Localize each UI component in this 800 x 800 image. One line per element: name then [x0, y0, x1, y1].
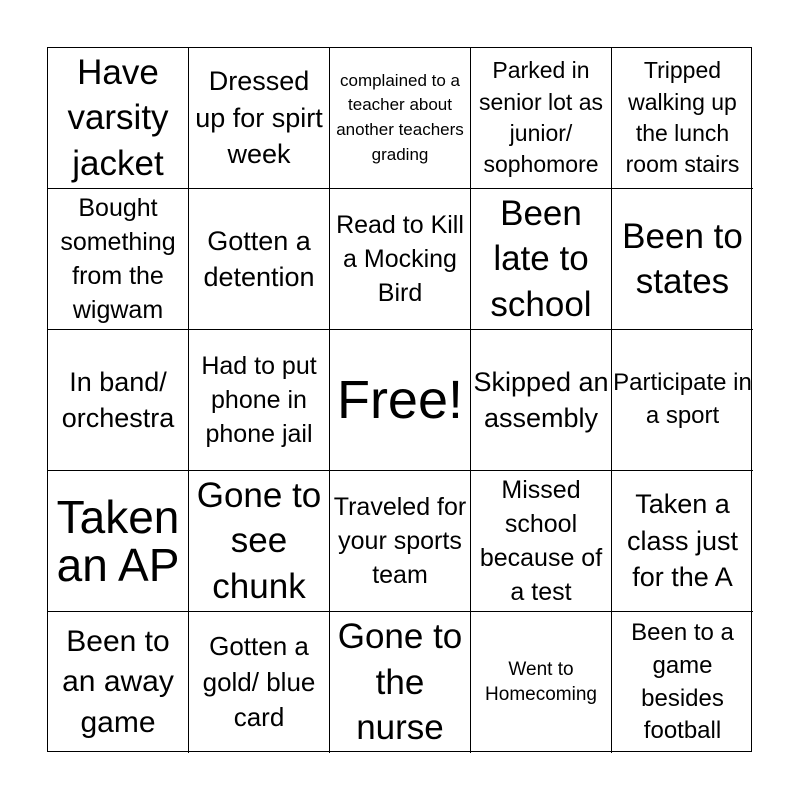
- square-text: Read to Kill a Mocking Bird: [336, 211, 464, 307]
- square-text: Gone to see chunk: [196, 475, 322, 606]
- free-square[interactable]: [330, 330, 471, 471]
- bingo-square[interactable]: [330, 471, 471, 612]
- square-text: Been to states: [622, 216, 743, 301]
- bingo-square[interactable]: [48, 48, 189, 189]
- square-text: Been late to school: [490, 193, 592, 324]
- square-text: Gotten a gold/ blue card: [202, 631, 316, 733]
- bingo-square[interactable]: [612, 612, 753, 753]
- bingo-square[interactable]: [612, 189, 753, 330]
- square-text: Been to a game besides football: [631, 619, 734, 745]
- bingo-square[interactable]: [471, 612, 612, 753]
- square-text: Dressed up for spirt week: [195, 66, 323, 170]
- bingo-square[interactable]: [612, 471, 753, 612]
- bingo-square[interactable]: [48, 471, 189, 612]
- square-text: Had to put phone in phone jail: [201, 352, 317, 448]
- square-text: Tripped walking up the lunch room stairs: [625, 57, 740, 178]
- square-text: Taken an AP: [56, 490, 180, 591]
- square-text: Parked in senior lot as junior/ sophomore: [478, 57, 603, 178]
- square-text: Gone to the nurse: [337, 617, 463, 748]
- square-text: Been to an away game: [62, 624, 174, 739]
- bingo-card: [47, 47, 752, 752]
- square-text: Gotten a detention: [203, 225, 315, 292]
- bingo-square[interactable]: [189, 48, 330, 189]
- bingo-square[interactable]: [612, 330, 753, 471]
- square-text: Bought something from the wigwam: [60, 194, 176, 324]
- square-text: In band/ orchestra: [61, 366, 175, 433]
- bingo-square[interactable]: [48, 330, 189, 471]
- bingo-square[interactable]: [48, 612, 189, 753]
- square-text: Participate in a sport: [613, 369, 752, 429]
- bingo-square[interactable]: [330, 48, 471, 189]
- bingo-square[interactable]: [189, 330, 330, 471]
- square-text: Went to Homecoming: [485, 658, 597, 705]
- bingo-square[interactable]: [471, 48, 612, 189]
- bingo-square[interactable]: [471, 330, 612, 471]
- square-text: Skipped an assembly: [473, 366, 609, 433]
- bingo-square[interactable]: [48, 189, 189, 330]
- square-text: Taken a class just for the A: [626, 489, 739, 593]
- square-text: Traveled for your sports team: [333, 493, 467, 589]
- bingo-square[interactable]: [330, 189, 471, 330]
- bingo-square[interactable]: [189, 189, 330, 330]
- bingo-square[interactable]: [612, 48, 753, 189]
- square-text: complained to a teacher about another teachers grading: [336, 70, 464, 164]
- bingo-square[interactable]: [189, 612, 330, 753]
- square-text: Have varsity jacket: [67, 52, 169, 183]
- bingo-square[interactable]: [330, 612, 471, 753]
- square-text: Missed school because of a test: [479, 476, 603, 606]
- free-square-text: Free!: [336, 370, 464, 430]
- bingo-square[interactable]: [189, 471, 330, 612]
- bingo-square[interactable]: [471, 471, 612, 612]
- bingo-square[interactable]: [471, 189, 612, 330]
